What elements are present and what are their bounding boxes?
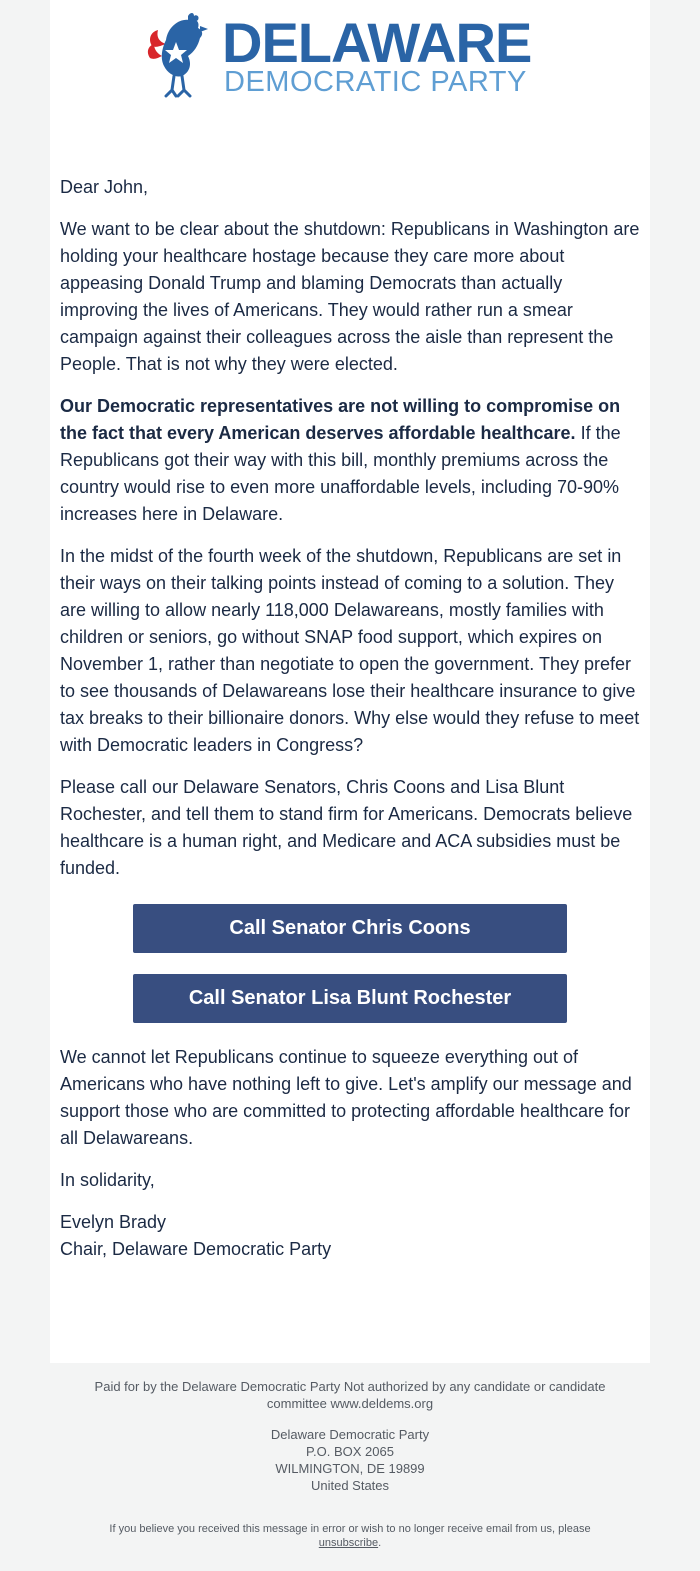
- closing: In solidarity,: [60, 1170, 155, 1190]
- rooster-star-icon: [146, 12, 210, 98]
- cta-group: [60, 904, 640, 1023]
- paragraph-shutdown: We want to be clear about the shutdown: Republicans in Washington are holding your healthcare hostage because they care more about appeasing Donald Trump and blaming Democrats than actually improving the lives of Americans. They would rather run a smear campaign against their colleagues across the aisle than represent the People. That is not why they were elected.: [60, 219, 640, 374]
- email-card: [50, 0, 650, 1363]
- unsubscribe-prefix: If you believe you received this message in error or wish to no longer receive email from us, please: [109, 1523, 591, 1535]
- paid-for-disclaimer: Paid for by the Delaware Democratic Party Not authorized by any candidate or candidate committee www.deldems.org: [94, 1379, 606, 1411]
- signature-title: Chair, Delaware Democratic Party: [60, 1239, 332, 1259]
- logo-wordmark: DELAWARE: [222, 11, 532, 74]
- call-rochester-button[interactable]: Call Senator Lisa Blunt Rochester: [133, 974, 567, 1023]
- address-country: United States: [310, 1478, 390, 1493]
- paragraph-call-senators: Please call our Delaware Senators, Chris Coons and Lisa Blunt Rochester, and tell them to stand firm for Americans. Democrats believe healthcare is a human right, and Medicare and ACA subsidies must be funded.: [60, 777, 633, 878]
- call-coons-button[interactable]: Call Senator Chris Coons: [133, 904, 567, 953]
- paragraph-snap: In the midst of the fourth week of the shutdown, Republicans are set in their ways on their talking points instead of coming to a solution. They are willing to allow nearly 118,000 Delawareans, mostly families with children or seniors, go without SNAP food support, which expires on November 1, rather than negotiate to open the government. They prefer to see thousands of Delawareans lose their healthcare insurance to give tax breaks to their billionaire donors. Why else would they refuse to meet with Democratic leaders in Congress?: [60, 546, 640, 755]
- logo-subtitle: DEMOCRATIC PARTY: [224, 66, 527, 98]
- unsubscribe-notice: [80, 1522, 620, 1550]
- paragraph-healthcare-rest: If the Republicans got their way with this bill, monthly premiums across the country would rise to even more unaffordable levels, including 70-90% increases here in Delaware.: [60, 423, 621, 524]
- letter-body: [60, 174, 640, 1278]
- greeting: Dear John,: [60, 177, 149, 197]
- paragraph-amplify: We cannot let Republicans continue to squeeze everything out of Americans who have nothing left to give. Let's amplify our message and support those who are committed to protecting affordable healthcare for all Delawareans.: [60, 1047, 632, 1148]
- emphasis-text: Our Democratic representatives are not willing to compromise on the fact that every American deserves affordable healthcare.: [60, 396, 621, 443]
- paragraph-healthcare: [60, 393, 640, 528]
- signature: [60, 1209, 640, 1263]
- unsubscribe-link[interactable]: unsubscribe: [318, 1537, 379, 1549]
- mailing-address: [50, 1426, 650, 1494]
- email-footer: [50, 1378, 650, 1550]
- signature-name: Evelyn Brady: [60, 1212, 167, 1232]
- party-logo: [146, 12, 566, 100]
- address-org: Delaware Democratic Party: [270, 1427, 430, 1442]
- unsubscribe-suffix: .: [378, 1537, 382, 1549]
- address-city: WILMINGTON, DE 19899: [275, 1461, 425, 1476]
- address-po-box: P.O. BOX 2065: [306, 1444, 394, 1459]
